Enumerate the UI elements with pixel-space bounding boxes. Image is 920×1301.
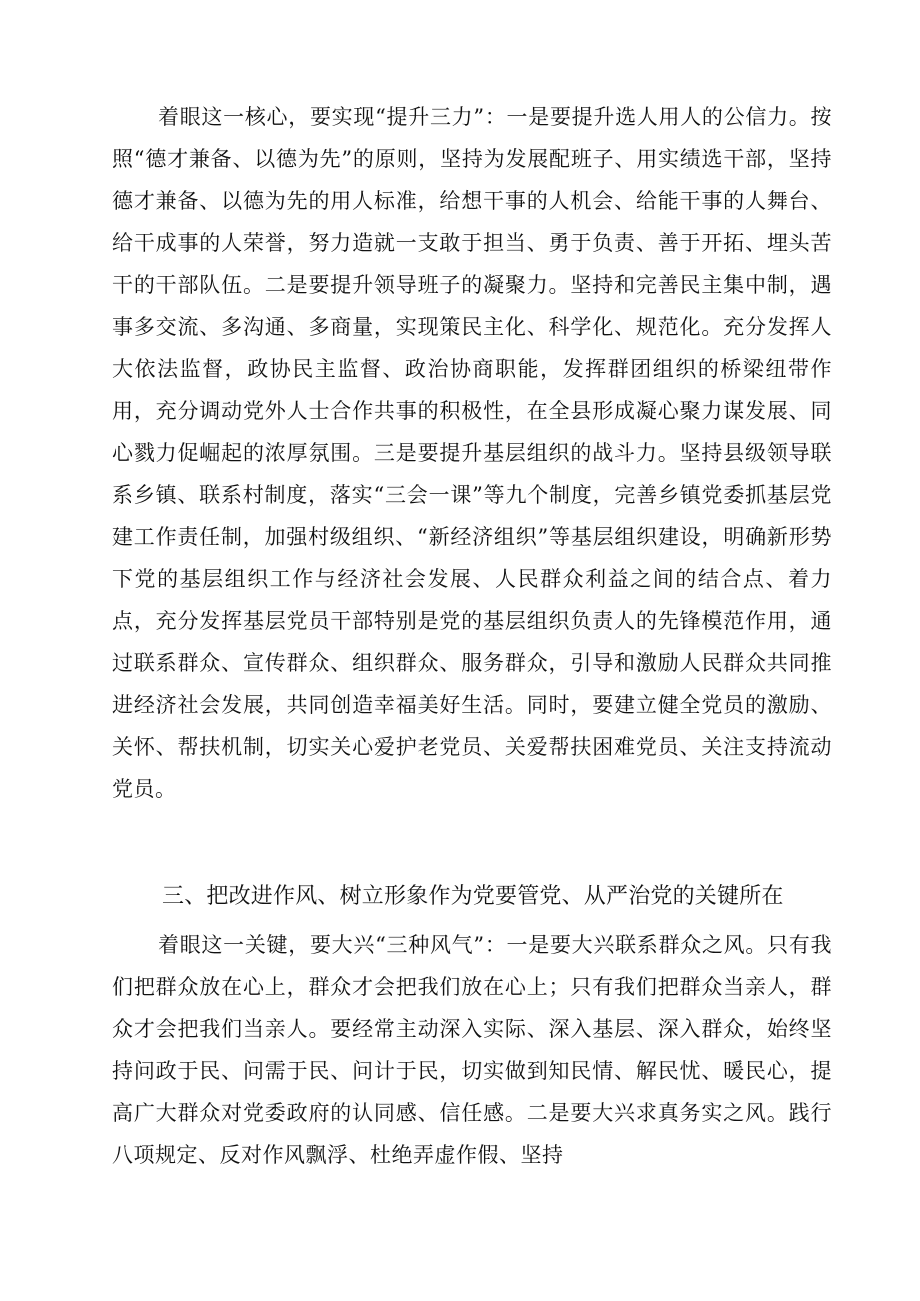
- paragraph-core-three-abilities: 着眼这一核心，要实现“提升三力”：一是要提升选人用人的公信力。按照“德才兼备、以德为先”的原则，坚持为发展配班子、用实绩选干部，坚持德才兼备、以德为先的用人标准，给想干事的人机会、给能干事的人舞台、给干成事的人荣誉，努力造就一支敢于担当、勇于负责、善于开拓、埋头苦干的干部队伍。二是要提升领导班子的凝聚力。坚持和完善民主集中制，遇事多交流、多沟通、多商量，实现策民主化、科学化、规范化。充分发挥人大依法监督，政协民主监督、政治协商职能，发挥群团组织的桥梁纽带作用，充分调动党外人士合作共事的积极性，在全县形成凝心聚力谋发展、同心戮力促崛起的浓厚氛围。三是要提升基层组织的战斗力。坚持县级领导联系乡镇、联系村制度，落实“三会一课”等九个制度，完善乡镇党委抓基层党建工作责任制，加强村级组织、“新经济组织”等基层组织建设，明确新形势下党的基层组织工作与经济社会发展、人民群众利益之间的结合点、着力点，充分发挥基层党员干部特别是党的基层组织负责人的先锋模范作用，通过联系群众、宣传群众、组织群众、服务群众，引导和激励人民群众共同推进经济社会发展，共同创造幸福美好生活。同时，要建立健全党员的激励、关怀、帮扶机制，切实关心爱护老党员、关爱帮扶困难党员、关注支持流动党员。: [112, 105, 832, 801]
- paragraph-three-styles: 着眼这一关键，要大兴“三种风气”：一是要大兴联系群众之风。只有我们把群众放在心上，群众才会把我们放在心上；只有我们把群众当亲人，群众才会把我们当亲人。要经常主动深入实际、深入基层、深入群众，始终坚持问政于民、问需于民、问计于民，切实做到知民情、解民忧、暖民心，提高广大群众对党委政府的认同感、信任感。二是要大兴求真务实之风。践行八项规定、反对作风飘浮、杜绝弄虚作假、坚持: [112, 933, 832, 1167]
- section-heading-three: 三、把改进作风、树立形象作为党要管党、从严治党的关键所在: [162, 884, 784, 909]
